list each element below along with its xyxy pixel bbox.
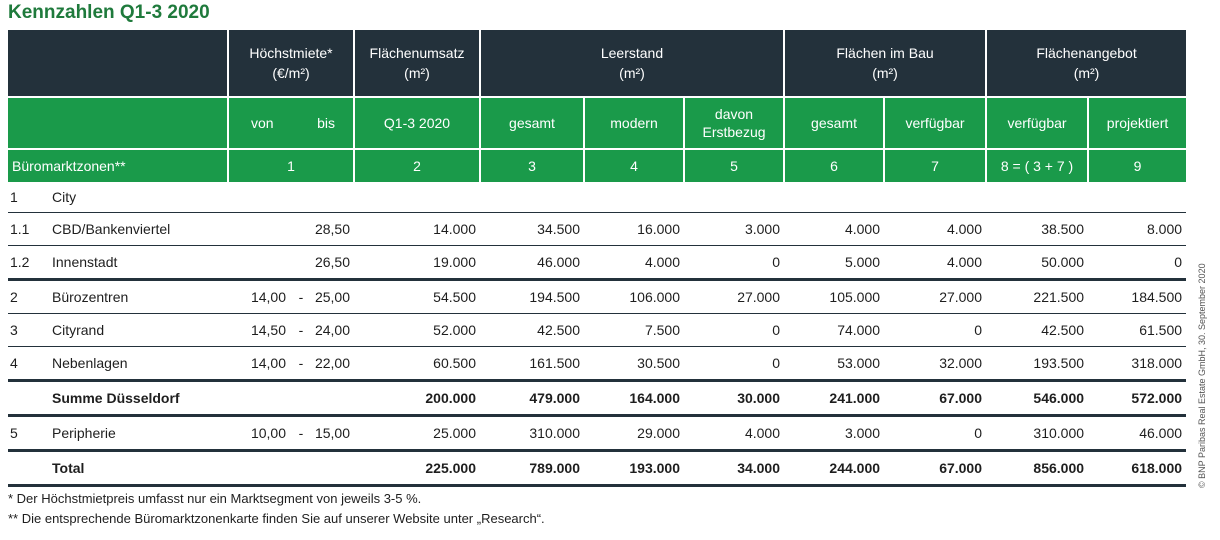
footnote-bueromarktzonen: ** Die entsprechende Büromarktzonenkarte finden Sie auf unserer Website unter „Research“. [8, 511, 545, 526]
cell-c7: 0 [884, 416, 986, 451]
cell-c7: 4.000 [884, 213, 986, 246]
cell-c4: 164.000 [584, 381, 684, 416]
cell-bis [312, 381, 354, 416]
cell-c2: 19.000 [354, 246, 480, 280]
cell-c9 [1088, 182, 1186, 213]
cell-c6: 4.000 [784, 213, 884, 246]
header-flaechen-im-bau: Flächen im Bau (m²) [784, 30, 986, 97]
cell-c2: 54.500 [354, 280, 480, 314]
cell-dash [290, 182, 312, 213]
table-row [8, 246, 1186, 280]
header-empty-cell [8, 30, 228, 97]
col-number: 2 [354, 149, 480, 182]
cell-c5 [684, 182, 784, 213]
header-bau-verfuegbar: verfügbar [884, 97, 986, 149]
row-index: 1.2 [8, 246, 52, 280]
header-zone-label: Büromarktzonen** [8, 149, 228, 182]
cell-c4 [584, 182, 684, 213]
cell-c6: 53.000 [784, 347, 884, 381]
cell-c3: 479.000 [480, 381, 584, 416]
header-zone-blank [8, 97, 228, 149]
cell-c6 [784, 182, 884, 213]
cell-c6: 244.000 [784, 451, 884, 486]
header-leerstand: Leerstand (m²) [480, 30, 784, 97]
cell-von [228, 246, 290, 280]
col-number: 7 [884, 149, 986, 182]
cell-c7: 67.000 [884, 381, 986, 416]
copyright-note: © BNP Paribas Real Estate GmbH, 30. September 2020 [1197, 263, 1207, 488]
cell-c5: 30.000 [684, 381, 784, 416]
cell-c8: 546.000 [986, 381, 1088, 416]
cell-von: 14,50 [228, 314, 290, 347]
row-index: 4 [8, 347, 52, 381]
row-name: Nebenlagen [52, 347, 228, 381]
col-number: 8 = ( 3 + 7 ) [986, 149, 1088, 182]
cell-c9: 572.000 [1088, 381, 1186, 416]
header-flaechenumsatz: Flächenumsatz (m²) [354, 30, 480, 97]
row-name: Total [52, 451, 228, 486]
row-index: 1 [8, 182, 52, 213]
header-sub-row [8, 97, 1186, 149]
cell-c2: 52.000 [354, 314, 480, 347]
header-von: von [251, 115, 274, 131]
header-angebot-projektiert: projektiert [1088, 97, 1186, 149]
cell-c2: 14.000 [354, 213, 480, 246]
header-hoechstmiete: Höchstmiete* (€/m²) [228, 30, 354, 97]
row-name: Peripherie [52, 416, 228, 451]
cell-dash [290, 213, 312, 246]
cell-von: 10,00 [228, 416, 290, 451]
row-index: 3 [8, 314, 52, 347]
cell-c3: 34.500 [480, 213, 584, 246]
header-bau-gesamt: gesamt [784, 97, 884, 149]
col-number: 4 [584, 149, 684, 182]
table-row [8, 280, 1186, 314]
cell-c3: 161.500 [480, 347, 584, 381]
col-number: 6 [784, 149, 884, 182]
cell-bis: 15,00 [312, 416, 354, 451]
col-number: 1 [228, 149, 354, 182]
cell-c2: 225.000 [354, 451, 480, 486]
summary-row [8, 381, 1186, 416]
row-name: CBD/Bankenviertel [52, 213, 228, 246]
header-q1-3: Q1-3 2020 [354, 97, 480, 149]
cell-c5: 0 [684, 246, 784, 280]
cell-c6: 241.000 [784, 381, 884, 416]
table-row [8, 314, 1186, 347]
header-leerstand-modern: modern [584, 97, 684, 149]
row-name: Innenstadt [52, 246, 228, 280]
footnote-hoechstmiete: * Der Höchstmietpreis umfasst nur ein Marktsegment von jeweils 3-5 %. [8, 491, 422, 506]
header-group-row [8, 30, 1186, 97]
header-flaechenangebot: Flächenangebot (m²) [986, 30, 1186, 97]
cell-bis [312, 451, 354, 486]
cell-dash: - [290, 347, 312, 381]
cell-bis: 28,50 [312, 213, 354, 246]
cell-c5: 27.000 [684, 280, 784, 314]
cell-c7: 32.000 [884, 347, 986, 381]
cell-c6: 5.000 [784, 246, 884, 280]
cell-c9: 184.500 [1088, 280, 1186, 314]
cell-c5: 3.000 [684, 213, 784, 246]
cell-bis: 24,00 [312, 314, 354, 347]
cell-c8: 310.000 [986, 416, 1088, 451]
cell-c3 [480, 182, 584, 213]
page-title: Kennzahlen Q1-3 2020 [8, 2, 210, 23]
cell-c2: 60.500 [354, 347, 480, 381]
table-row [8, 416, 1186, 451]
cell-c5: 0 [684, 314, 784, 347]
total-row [8, 451, 1186, 486]
row-index: 1.1 [8, 213, 52, 246]
cell-von [228, 381, 290, 416]
cell-dash: - [290, 280, 312, 314]
cell-c4: 30.500 [584, 347, 684, 381]
header-von-bis [228, 97, 354, 149]
cell-c4: 193.000 [584, 451, 684, 486]
cell-von [228, 451, 290, 486]
cell-c4: 106.000 [584, 280, 684, 314]
cell-c8: 193.500 [986, 347, 1088, 381]
cell-c6: 74.000 [784, 314, 884, 347]
cell-c7: 0 [884, 314, 986, 347]
row-index [8, 381, 52, 416]
row-index: 5 [8, 416, 52, 451]
cell-c9: 318.000 [1088, 347, 1186, 381]
header-number-row [8, 149, 1186, 182]
cell-c2: 25.000 [354, 416, 480, 451]
table-row [8, 347, 1186, 381]
cell-dash: - [290, 416, 312, 451]
cell-bis: 22,00 [312, 347, 354, 381]
cell-c8: 856.000 [986, 451, 1088, 486]
header-angebot-verfuegbar: verfügbar [986, 97, 1088, 149]
cell-c3: 46.000 [480, 246, 584, 280]
cell-von [228, 182, 290, 213]
cell-bis: 25,00 [312, 280, 354, 314]
cell-c2 [354, 182, 480, 213]
cell-c5: 34.000 [684, 451, 784, 486]
cell-c5: 0 [684, 347, 784, 381]
cell-c9: 0 [1088, 246, 1186, 280]
cell-dash [290, 451, 312, 486]
row-name: Bürozentren [52, 280, 228, 314]
col-number: 3 [480, 149, 584, 182]
cell-bis [312, 182, 354, 213]
cell-dash: - [290, 314, 312, 347]
cell-c8 [986, 182, 1088, 213]
col-number: 9 [1088, 149, 1186, 182]
cell-c3: 194.500 [480, 280, 584, 314]
cell-c9: 61.500 [1088, 314, 1186, 347]
cell-c6: 3.000 [784, 416, 884, 451]
row-name: Cityrand [52, 314, 228, 347]
cell-c3: 42.500 [480, 314, 584, 347]
cell-von: 14,00 [228, 280, 290, 314]
row-index: 2 [8, 280, 52, 314]
row-name: Summe Düsseldorf [52, 381, 228, 416]
header-davon-erstbezug: davon Erstbezug [684, 97, 784, 149]
cell-c7: 67.000 [884, 451, 986, 486]
cell-c9: 46.000 [1088, 416, 1186, 451]
cell-c8: 50.000 [986, 246, 1088, 280]
cell-c7 [884, 182, 986, 213]
cell-c7: 27.000 [884, 280, 986, 314]
cell-c3: 789.000 [480, 451, 584, 486]
cell-c8: 221.500 [986, 280, 1088, 314]
cell-c8: 38.500 [986, 213, 1088, 246]
cell-bis: 26,50 [312, 246, 354, 280]
cell-c4: 29.000 [584, 416, 684, 451]
cell-c4: 7.500 [584, 314, 684, 347]
header-bis: bis [317, 115, 335, 131]
kennzahlen-table [8, 30, 1186, 487]
cell-c8: 42.500 [986, 314, 1088, 347]
cell-c3: 310.000 [480, 416, 584, 451]
cell-c6: 105.000 [784, 280, 884, 314]
cell-c7: 4.000 [884, 246, 986, 280]
header-leerstand-gesamt: gesamt [480, 97, 584, 149]
cell-c9: 618.000 [1088, 451, 1186, 486]
cell-dash [290, 381, 312, 416]
row-index [8, 451, 52, 486]
cell-c4: 4.000 [584, 246, 684, 280]
row-name: City [52, 182, 228, 213]
cell-von: 14,00 [228, 347, 290, 381]
cell-c2: 200.000 [354, 381, 480, 416]
table-row [8, 182, 1186, 213]
cell-c9: 8.000 [1088, 213, 1186, 246]
cell-von [228, 213, 290, 246]
cell-dash [290, 246, 312, 280]
cell-c4: 16.000 [584, 213, 684, 246]
table-row [8, 213, 1186, 246]
col-number: 5 [684, 149, 784, 182]
cell-c5: 4.000 [684, 416, 784, 451]
